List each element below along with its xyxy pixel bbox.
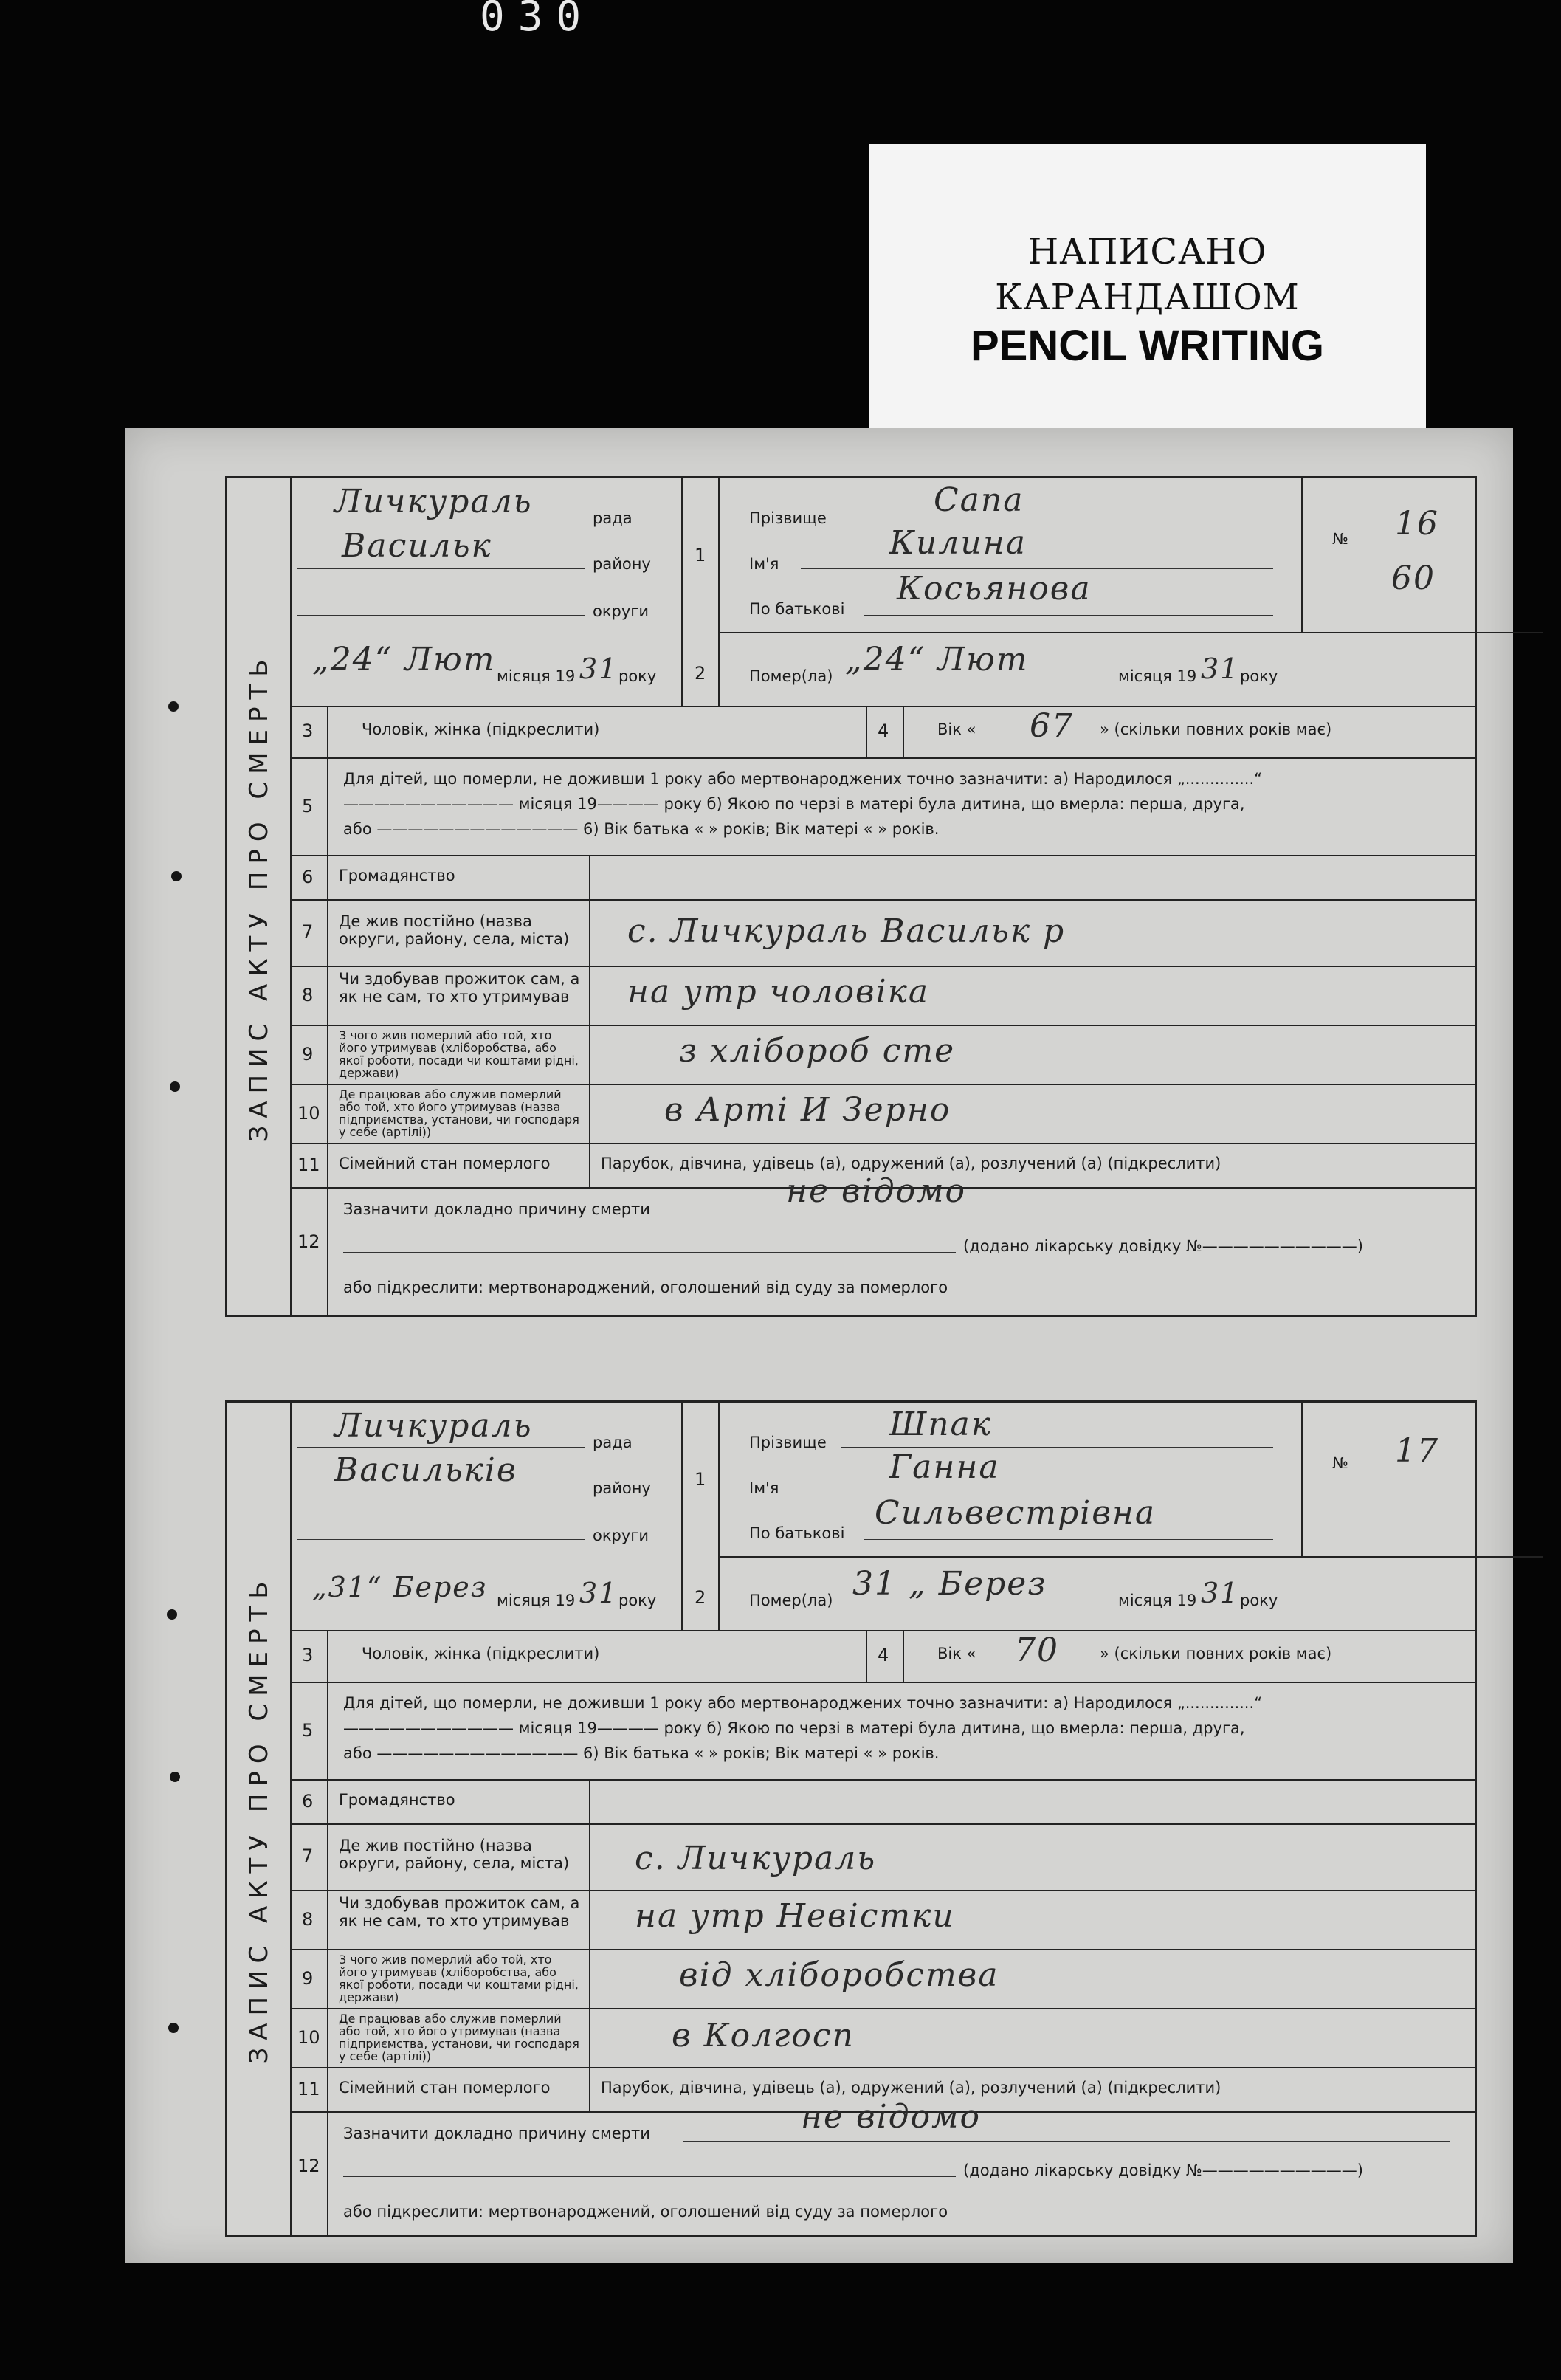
binding-hole: [170, 1081, 180, 1092]
residence-value-cell: [589, 899, 1475, 966]
children-cell: [327, 757, 1475, 855]
label-marital: Сімейний стан померлого: [339, 1155, 551, 1172]
hw-raion: Васильк: [342, 527, 492, 565]
row-8-livelihood: [290, 1890, 1475, 1950]
row-7-residence: [290, 1823, 1475, 1891]
label-marital-options: Парубок, дівчина, удівець (а), одружений (а), розлучений (а) (підкреслити): [601, 2079, 1221, 2097]
hw-residence: с. Личкураль Васильк р: [627, 912, 1066, 950]
row-12-cause: [290, 1172, 1475, 1315]
label-misiatsia: місяця 19: [497, 667, 576, 685]
row-number-12: 12: [297, 2156, 320, 2176]
row-number-6: 6: [302, 867, 314, 887]
children-line-2: ——————————— місяця 19———— року б) Якою по черзі в матері була дитина, що вмерла: перша, друга,: [343, 795, 1245, 813]
hw-registration-date: „31“ Берез: [312, 1571, 488, 1603]
fill-line: [864, 1539, 1273, 1540]
label-roku: року: [618, 667, 657, 685]
label-cert: (додано лікарську довідку №——————————): [963, 1237, 1363, 1255]
row-number-9: 9: [302, 1044, 314, 1065]
record-grid: [290, 1403, 1475, 2235]
children-line-2: ——————————— місяця 19———— року б) Якою по черзі в матері була дитина, що вмерла: перша, друга,: [343, 1719, 1245, 1737]
row-number-6: 6: [302, 1791, 314, 1812]
row-number-10: 10: [297, 2027, 320, 2048]
hw-raion: Васильків: [334, 1451, 517, 1489]
person-name-cell: [718, 478, 1303, 706]
record-number-cell: [1301, 1403, 1476, 1556]
pencil-card-line-1: НАПИСАНО: [1027, 231, 1267, 272]
person-name-cell: [718, 1403, 1303, 1630]
row-number-2: 2: [695, 1587, 706, 1608]
header-block: [290, 1403, 1475, 1631]
citizenship-value-cell: [589, 855, 1475, 899]
label-source: З чого жив померлий або той, хто його утримував (хліборобства, або якої роботи, посади чи коштами рідні, держави): [339, 1028, 579, 1080]
label-marital: Сімейний стан померлого: [339, 2079, 551, 2097]
hw-cause: не відомо: [786, 1172, 967, 1210]
label-death-roku: року: [1240, 1592, 1278, 1609]
hw-age: 67: [1030, 707, 1074, 745]
fill-line: [864, 615, 1273, 616]
marital-label-cell: [327, 2067, 590, 2111]
row-3-4: [290, 1630, 1475, 1683]
sex-cell: [327, 706, 867, 757]
hw-registration-date: „24“ Лют: [312, 641, 496, 678]
header-block: [290, 478, 1475, 707]
death-record-1: [225, 476, 1477, 1317]
hw-cause: не відомо: [801, 2098, 982, 2136]
citizenship-value-cell: [589, 1779, 1475, 1823]
row-number-1: 1: [695, 545, 706, 565]
workplace-value-cell: [589, 2008, 1475, 2067]
label-cause: Зазначити докладно причину смерти: [343, 2125, 650, 2142]
fill-line: [343, 1252, 956, 1253]
label-source: З чого жив померлий або той, хто його утримував (хліборобства, або якої роботи, посади чи коштами рідні, держави): [339, 1953, 579, 2004]
fill-line: [297, 1539, 585, 1540]
label-sex: Чоловік, жінка (підкреслити): [362, 1645, 600, 1662]
hw-rada: Личкураль: [334, 1407, 533, 1445]
label-stillborn: або підкреслити: мертвонароджений, оголошений від суду за померлого: [343, 2203, 948, 2221]
label-name: Ім'я: [749, 555, 779, 573]
label-raionu: району: [593, 555, 651, 573]
binding-hole: [171, 871, 182, 881]
hw-record-number: 17: [1395, 1432, 1439, 1470]
fill-line: [683, 2141, 1450, 2142]
row-5-children: [290, 1682, 1475, 1781]
hw-source: від хліборобства: [679, 1956, 999, 1994]
pencil-card-line-3: PENCIL WRITING: [970, 322, 1325, 370]
label-workplace: Де працював або служив померлий або той, хто його утримував (назва підприємства, установи, чи господаря у себе (артілі)): [339, 2012, 579, 2063]
pencil-writing-card: [869, 144, 1426, 450]
workplace-label-cell: [327, 2008, 590, 2067]
label-age-suffix: » (скільки повних років має): [1100, 720, 1332, 738]
row-number-11: 11: [297, 1155, 320, 1175]
row-number-5: 5: [302, 1720, 314, 1741]
residence-label-cell: [327, 1823, 590, 1890]
children-line-1: Для дітей, що померли, не доживши 1 року або мертвонароджених точно зазначити: а) Народилося „..............“: [343, 770, 1263, 788]
label-death-roku: року: [1240, 667, 1278, 685]
livelihood-label-cell: [327, 1890, 590, 1949]
binding-hole: [168, 701, 179, 712]
workplace-value-cell: [589, 1084, 1475, 1143]
row-number-cell: [681, 1403, 720, 1630]
row-number-4-cell: [866, 1630, 904, 1682]
label-okruhy: округи: [593, 602, 649, 620]
row-number-5: 5: [302, 796, 314, 816]
cause-cell: [327, 2098, 1475, 2235]
children-cell: [327, 1682, 1475, 1779]
label-surname: Прізвище: [749, 1434, 827, 1451]
label-livelihood: Чи здобував прожиток сам, а як не сам, то хто утримував: [339, 970, 580, 1005]
age-cell: [903, 706, 1475, 757]
label-cause: Зазначити докладно причину смерти: [343, 1200, 650, 1218]
row-number-1: 1: [695, 1469, 706, 1490]
label-died: Помер(ла): [749, 1592, 833, 1609]
label-died: Помер(ла): [749, 667, 833, 685]
label-age-suffix: » (скільки повних років має): [1100, 1645, 1332, 1662]
residence-value-cell: [589, 1823, 1475, 1890]
hw-source: з хлібороб сте: [679, 1032, 956, 1070]
hw-death-date: 31 „ Берез: [852, 1565, 1047, 1603]
hw-surname: Шпак: [889, 1406, 993, 1443]
label-raionu: району: [593, 1479, 651, 1497]
label-name: Ім'я: [749, 1479, 779, 1497]
citizenship-label-cell: [327, 1779, 590, 1823]
hw-livelihood: на утр Невістки: [635, 1897, 955, 1935]
source-label-cell: [327, 1025, 590, 1084]
row-8-livelihood: [290, 966, 1475, 1026]
row-number-4: 4: [878, 720, 889, 741]
hw-record-number-2: 60: [1391, 560, 1436, 597]
label-workplace: Де працював або служив померлий або той, хто його утримував (назва підприємства, установи, чи господаря у себе (артілі)): [339, 1087, 579, 1139]
death-record-2: [225, 1400, 1477, 2237]
hw-surname: Сапа: [934, 481, 1024, 519]
registry-office-cell: [290, 478, 681, 706]
label-misiatsia: місяця 19: [497, 1592, 576, 1609]
record-vertical-title: ЗАПИС АКТУ ПРО СМЕРТЬ: [227, 478, 292, 1315]
children-line-3: або ————————————— 6) Вік батька « » років; Вік матері « » років.: [343, 820, 940, 838]
row-number-9: 9: [302, 1968, 314, 1989]
children-line-3: або ————————————— 6) Вік батька « » років; Вік матері « » років.: [343, 1744, 940, 1762]
registry-office-cell: [290, 1403, 681, 1630]
row-12-cause: [290, 2098, 1475, 2235]
binding-hole: [170, 1772, 180, 1782]
fill-line: [297, 568, 585, 569]
label-stillborn: або підкреслити: мертвонароджений, оголошений від суду за померлого: [343, 1279, 948, 1296]
row-number-3: 3: [302, 720, 314, 741]
row-number-2: 2: [695, 663, 706, 684]
hw-record-number: 16: [1395, 505, 1439, 543]
label-age-prefix: Вік «: [937, 720, 976, 738]
hw-death-year: 31: [1201, 653, 1240, 685]
row-number-10: 10: [297, 1103, 320, 1124]
label-patronymic: По батькові: [749, 600, 845, 618]
label-marital-options: Парубок, дівчина, удівець (а), одружений (а), розлучений (а) (підкреслити): [601, 1155, 1221, 1172]
binding-hole: [168, 2023, 179, 2033]
label-rada: рада: [593, 509, 633, 527]
record-number-cell: [1301, 478, 1476, 632]
row-number-4: 4: [878, 1645, 889, 1665]
hw-patronymic: Сильвестрівна: [875, 1494, 1157, 1532]
fill-line: [801, 568, 1273, 569]
row-5-children: [290, 757, 1475, 856]
row-10-workplace: [290, 1084, 1475, 1144]
label-residence: Де жив постійно (назва округи, району, села, міста): [339, 1837, 570, 1872]
label-okruhy: округи: [593, 1527, 649, 1544]
label-sex: Чоловік, жінка (підкреслити): [362, 720, 600, 738]
hw-name: Килина: [889, 524, 1027, 562]
label-age-prefix: Вік «: [937, 1645, 976, 1662]
hw-death-year: 31: [1201, 1577, 1240, 1609]
record-vertical-title: ЗАПИС АКТУ ПРО СМЕРТЬ: [227, 1403, 292, 2235]
residence-label-cell: [327, 899, 590, 966]
row-number-7: 7: [302, 1846, 314, 1866]
pencil-card-line-2: КАРАНДАШОМ: [995, 277, 1300, 318]
fill-line: [841, 1447, 1273, 1448]
hw-age: 70: [1015, 1631, 1059, 1669]
hw-patronymic: Косьянова: [897, 570, 1092, 608]
source-label-cell: [327, 1949, 590, 2008]
label-rada: рада: [593, 1434, 633, 1451]
cause-cell: [327, 1172, 1475, 1315]
livelihood-label-cell: [327, 966, 590, 1025]
row-number-7: 7: [302, 921, 314, 942]
label-number: №: [1332, 1454, 1348, 1472]
marital-value-cell: [589, 1143, 1475, 1187]
livelihood-value-cell: [589, 1890, 1475, 1949]
row-6-citizenship: [290, 855, 1475, 901]
marital-label-cell: [327, 1143, 590, 1187]
divider: [720, 632, 1543, 633]
fill-line: [343, 2176, 956, 2177]
row-number-8: 8: [302, 985, 314, 1005]
livelihood-value-cell: [589, 966, 1475, 1025]
row-9-source: [290, 1949, 1475, 2009]
row-3-4: [290, 706, 1475, 759]
row-number-11: 11: [297, 2079, 320, 2099]
hw-name: Ганна: [889, 1448, 1000, 1486]
hw-rada: Личкураль: [334, 483, 533, 520]
hw-livelihood: на утр чоловіка: [627, 973, 930, 1011]
label-number: №: [1332, 530, 1348, 548]
row-6-citizenship: [290, 1779, 1475, 1825]
binding-hole: [167, 1609, 177, 1620]
row-number-12: 12: [297, 1231, 320, 1252]
row-number-4-cell: [866, 706, 904, 757]
source-value-cell: [589, 1949, 1475, 2008]
label-death-month: місяця 19: [1118, 667, 1197, 685]
record-grid: [290, 478, 1475, 1315]
marital-value-cell: [589, 2067, 1475, 2111]
label-patronymic: По батькові: [749, 1524, 845, 1542]
label-residence: Де жив постійно (назва округи, району, села, міста): [339, 912, 570, 948]
hw-registration-year: 31: [579, 1577, 618, 1609]
label-surname: Прізвище: [749, 509, 827, 527]
label-roku: року: [618, 1592, 657, 1609]
microfilm-frame-number: 030: [480, 0, 595, 38]
label-citizenship: Громадянство: [339, 867, 455, 884]
hw-residence: с. Личкураль: [635, 1840, 877, 1877]
row-10-workplace: [290, 2008, 1475, 2068]
children-line-1: Для дітей, що померли, не доживши 1 року або мертвонароджених точно зазначити: а) Народилося „..............“: [343, 1694, 1263, 1712]
divider: [720, 1556, 1543, 1558]
fill-line: [297, 615, 585, 616]
hw-death-date: „24“ Лют: [845, 641, 1029, 678]
label-citizenship: Громадянство: [339, 1791, 455, 1809]
label-livelihood: Чи здобував прожиток сам, а як не сам, то хто утримував: [339, 1894, 580, 1930]
label-cert: (додано лікарську довідку №——————————): [963, 2161, 1363, 2179]
row-7-residence: [290, 899, 1475, 967]
document-page: [125, 428, 1513, 2263]
hw-registration-year: 31: [579, 653, 618, 685]
row-number-cell: [681, 478, 720, 706]
sex-cell: [327, 1630, 867, 1682]
age-cell: [903, 1630, 1475, 1682]
workplace-label-cell: [327, 1084, 590, 1143]
fill-line: [297, 1447, 585, 1448]
source-value-cell: [589, 1025, 1475, 1084]
row-number-8: 8: [302, 1909, 314, 1930]
citizenship-label-cell: [327, 855, 590, 899]
hw-workplace: в Арті И Зерно: [664, 1091, 951, 1129]
hw-workplace: в Колгосп: [672, 2017, 855, 2054]
label-death-month: місяця 19: [1118, 1592, 1197, 1609]
row-number-3: 3: [302, 1645, 314, 1665]
row-9-source: [290, 1025, 1475, 1085]
